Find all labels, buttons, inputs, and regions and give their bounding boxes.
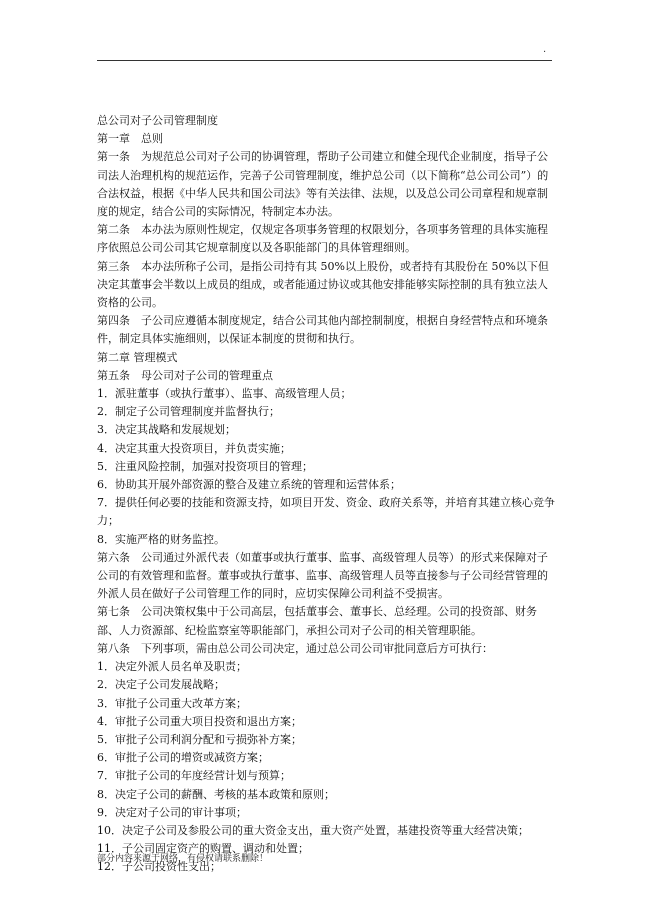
document-title: 总公司对子公司管理制度 bbox=[97, 114, 218, 127]
document-paragraph: 6．协助其开展外部资源的整合及建立系统的管理和运营体系； bbox=[97, 478, 401, 492]
document-paragraph: 12．子公司投资性支出； bbox=[97, 860, 221, 874]
document-paragraph: 第二条 本办法为原则性规定，仅规定各项事务管理的权限划分，各项事务管理的具体实施程序依照总公司公司其它规章制度以及各职能部门的具体管理细则。 bbox=[97, 223, 548, 255]
document-paragraph: 5．审批子公司利润分配和亏损弥补方案； bbox=[97, 732, 302, 746]
document-paragraph: 第六条 公司通过外派代表（如董事或执行董事、监事、高级管理人员等）的形式来保障对子公司的有效管理和监督。董事或执行董事、监事、高级管理人员等直接参与子公司经营管理的外派人员在做好子公司管理工作的同时，应切实保障公司利益不受损害。 bbox=[97, 550, 548, 601]
header-divider bbox=[97, 60, 552, 61]
document-paragraph: 3．决定其战略和发展规划； bbox=[97, 423, 236, 437]
document-paragraph: 5．注重风险控制，加强对投资项目的管理； bbox=[97, 459, 313, 473]
document-paragraph: 4．决定其重大投资项目，并负责实施； bbox=[97, 441, 291, 455]
document-paragraph: 第四条 子公司应遵循本制度规定，结合公司其他内部控制制度，根据自身经营特点和环境条件，制定具体实施细则，以保证本制度的贯彻和执行。 bbox=[97, 314, 548, 346]
document-paragraph: 1．派驻董事（或执行董事）、监事、高级管理人员； bbox=[97, 387, 352, 401]
document-paragraph: 2．制定子公司管理制度并监督执行； bbox=[97, 405, 280, 419]
document-paragraph: 8．决定子公司的薪酬、考核的基本政策和原则； bbox=[97, 787, 335, 801]
document-paragraph: 第三条 本办法所称子公司，是指公司持有其 50%以上股份，或者持有其股份在 50%以下但决定其董事会半数以上成员的组成，或者能通过协议或其他安排能够实际控制的具有独立法人资格的公司。 bbox=[97, 259, 549, 310]
document-paragraph: 7．提供任何必要的技能和资源支持，如项目开发、资金、政府关系等，并培育其建立核心竞争力； bbox=[97, 496, 555, 528]
document-paragraph: 第五条 母公司对子公司的管理重点 bbox=[97, 368, 273, 382]
document-paragraph: 第一条 为规范总公司对子公司的协调管理，帮助子公司建立和健全现代企业制度，指导子公司法人治理机构的规范运作，完善子公司管理制度，维护总公司（以下简称“总公司公司”）的合法权益，根据《中华人民共和国公司法》等有关法律、法规，以及总公司公司章程和规章制度的规定，结合公司的实际情况，特制定本办法。 bbox=[97, 150, 549, 219]
document-paragraph: 第八条 下列事项，需由总公司公司决定，通过总公司公司审批同意后方可执行： bbox=[97, 641, 493, 655]
document-paragraph: 6．审批子公司的增资或减资方案； bbox=[97, 751, 269, 765]
document-paragraph: 9．决定对子公司的审计事项； bbox=[97, 805, 247, 819]
document-paragraph: 10．决定子公司及参股公司的重大资金支出，重大资产处置，基建投资等重大经营决策； bbox=[97, 823, 529, 837]
document-paragraph: 第二章 管理模式 bbox=[97, 350, 178, 364]
document-paragraph: 4．审批子公司重大项目投资和退出方案； bbox=[97, 714, 302, 728]
document-paragraph: 2．决定子公司发展战略； bbox=[97, 678, 225, 692]
document-paragraph: 11．子公司固定资产的购置、调动和处置； bbox=[97, 842, 309, 856]
document-paragraph: 3．审批子公司重大改革方案； bbox=[97, 696, 247, 710]
header-mark: . bbox=[543, 44, 547, 55]
footer-disclaimer: 部分内容来源于网络，有侵权请联系删除！ bbox=[97, 854, 269, 864]
document-paragraph: 第七条 公司决策权集中于公司高层，包括董事会、董事长、总经理。公司的投资部、财务部、人力资源部、纪检监察室等职能部门，承担公司对子公司的相关管理职能。 bbox=[97, 605, 537, 637]
document-paragraph: 第一章 总则 bbox=[97, 132, 163, 146]
document-paragraph: 1．决定外派人员名单及职责； bbox=[97, 660, 247, 674]
document-body bbox=[97, 112, 555, 877]
document-paragraph: 8．实施严格的财务监控。 bbox=[97, 532, 225, 546]
document-paragraph: 7．审批子公司的年度经营计划与预算； bbox=[97, 769, 291, 783]
